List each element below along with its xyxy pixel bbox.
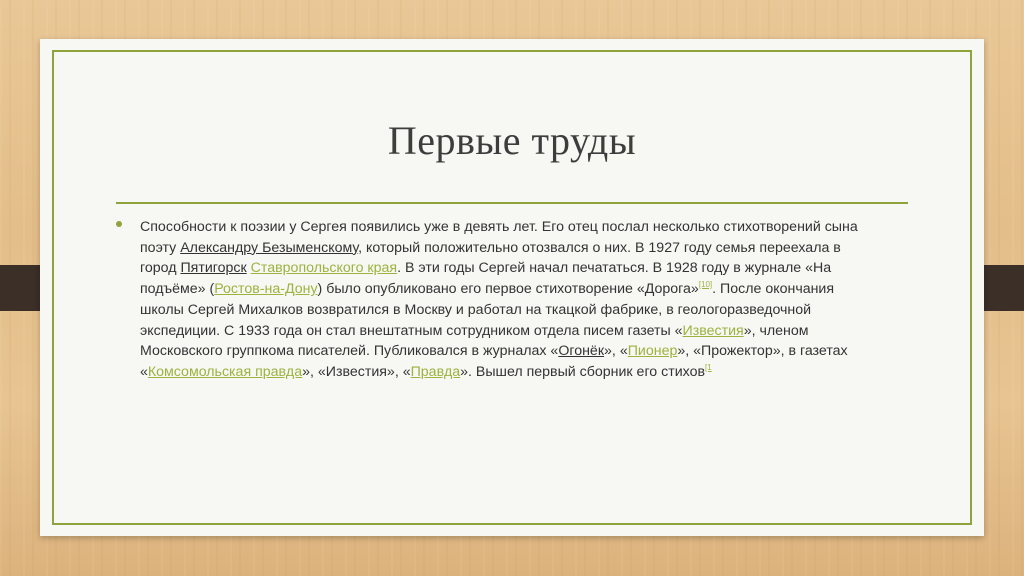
- text-segment: . После окончания школы Сергей Михалков возвратился в Москву и работал на ткацкой фабрике, в геологоразведочной экспедиции. С 1933 года он стал внештатным сотрудником отдела писем газеты «: [140, 281, 835, 339]
- text-segment: . В эти годы Сергей начал печататься. В 1928 году в журнале «На подъёме» (: [140, 260, 832, 298]
- slide-title: Первые труды: [387, 118, 637, 163]
- link-pyatigorsk[interactable]: Пятигорск: [180, 260, 247, 277]
- text-segment: , который положительно отозвался о них. В 1927 году семья переехала в город: [140, 239, 841, 277]
- text-segment: », «Известия», «: [302, 363, 411, 380]
- text-segment: ) было опубликовано его первое стихотворение «Дорога»: [317, 281, 699, 298]
- bullet-dot-icon: [116, 221, 122, 227]
- reference-link[interactable]: [10]: [698, 280, 713, 290]
- text-segment: », «Прожектор», в газетах «: [140, 343, 848, 380]
- link-stavropol[interactable]: Ставропольского края: [250, 260, 398, 277]
- bullet-item: [116, 217, 876, 383]
- title-divider: [116, 202, 908, 204]
- link-rostov[interactable]: Ростов-на-Дону: [214, 281, 318, 298]
- link-komsomolskaya-pravda[interactable]: Комсомольская правда: [147, 363, 303, 380]
- text-segment: ». Вышел первый сборник его стихов: [460, 363, 706, 380]
- link-bezymensky[interactable]: Александру Безыменскому: [180, 239, 359, 256]
- text-segment: Способности к поэзии у Сергея появились уже в девять лет. Его отец послал несколько стихотворений сына поэту: [140, 219, 858, 256]
- text-segment: », членом Московского группкома писателей. Публиковался в журналах «: [140, 322, 809, 360]
- link-pravda[interactable]: Правда: [410, 363, 461, 380]
- link-pioner[interactable]: Пионер: [627, 343, 678, 360]
- slide-card: [40, 39, 984, 536]
- link-ogonyok[interactable]: Огонёк: [558, 343, 605, 360]
- bullet-paragraph: [140, 217, 876, 383]
- text-segment: », «: [604, 343, 628, 360]
- reference-link[interactable]: [1: [705, 362, 712, 372]
- link-izvestia[interactable]: Известия: [682, 322, 744, 339]
